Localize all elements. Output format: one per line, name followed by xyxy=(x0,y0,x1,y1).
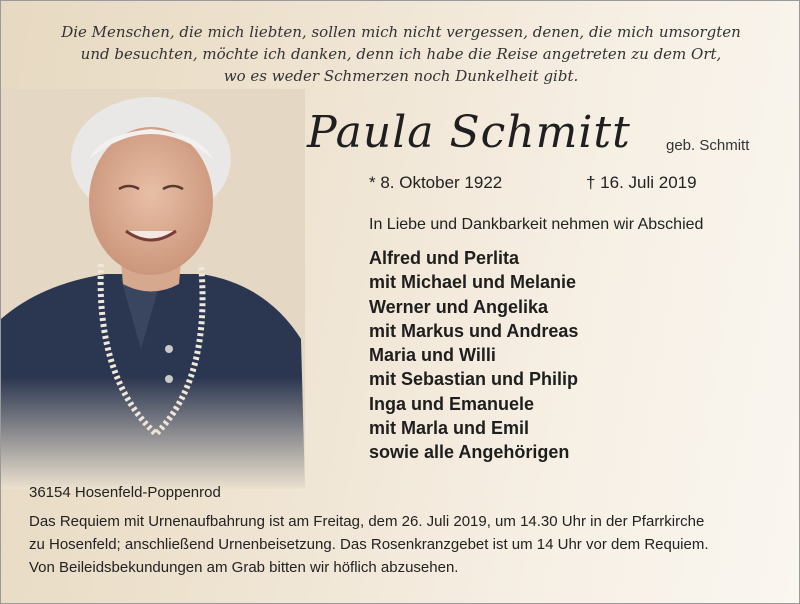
notice-line: zu Hosenfeld; anschließend Urnenbeisetzung. Das Rosenkranzgebet ist um 14 Uhr vor dem Requiem. xyxy=(29,536,709,553)
portrait-photo xyxy=(1,89,305,489)
service-notice xyxy=(29,510,789,579)
mourner-entry: Alfred und Perlita xyxy=(369,248,520,268)
mourners-list xyxy=(369,246,578,465)
quote-line: und besuchten, möchte ich danken, denn ich habe die Reise angetreten zu dem Ort, xyxy=(80,45,722,63)
notice-line: Von Beileidsbekundungen am Grab bitten wir höflich abzusehen. xyxy=(29,559,459,576)
maiden-name: geb. Schmitt xyxy=(666,137,750,154)
location-line: 36154 Hosenfeld-Poppenrod xyxy=(29,484,221,501)
death-date: † 16. Juli 2019 xyxy=(586,173,697,192)
mourner-entry: mit Marla und Emil xyxy=(369,418,530,439)
birth-date: * 8. Oktober 1922 xyxy=(369,173,503,192)
quote-line: Die Menschen, die mich liebten, sollen mich nicht vergessen, denen, die mich umsorgten xyxy=(61,23,741,41)
mourner-entry: mit Michael und Melanie xyxy=(369,272,577,293)
farewell-intro: In Liebe und Dankbarkeit nehmen wir Abschied xyxy=(369,216,704,233)
quote-line: wo es weder Schmerzen noch Dunkelheit gibt. xyxy=(223,67,579,85)
memorial-quote xyxy=(41,21,761,87)
mourner-entry: mit Markus und Andreas xyxy=(369,320,579,341)
mourner-entry: mit Sebastian und Philip xyxy=(369,369,579,390)
mourner-entry: Maria und Willi xyxy=(369,345,496,366)
deceased-name: Paula Schmitt xyxy=(307,107,631,158)
mourner-entry: Werner und Angelika xyxy=(369,296,549,317)
mourner-entry: sowie alle Angehörigen xyxy=(369,442,570,463)
mourner-entry: Inga und Emanuele xyxy=(369,393,535,414)
notice-line: Das Requiem mit Urnenaufbahrung ist am Freitag, dem 26. Juli 2019, um 14.30 Uhr in der Pfarrkirche xyxy=(29,513,705,530)
